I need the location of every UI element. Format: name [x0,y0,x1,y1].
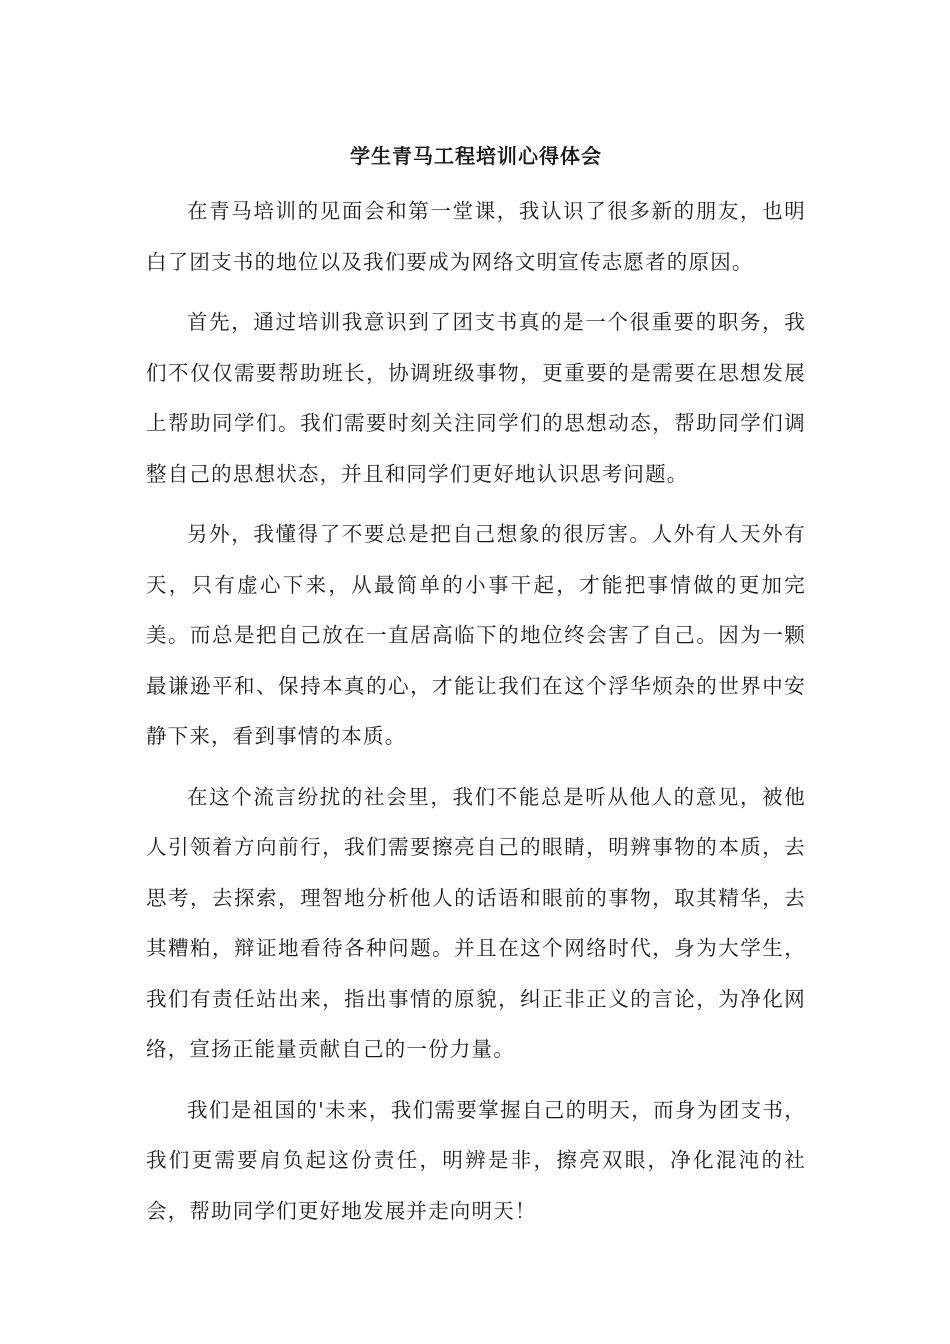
paragraph-3: 另外，我懂得了不要总是把自己想象的很厉害。人外有人天外有天，只有虚心下来，从最简单的小事干起，才能把事情做的更加完美。而总是把自己放在一直居高临下的地位终会害了自己。因为一颗最谦逊平和、保持本真的心，才能让我们在这个浮华烦杂的世界中安静下来，看到事情的本质。 [146,522,806,748]
document-title: 学生青马工程培训心得体会 [350,144,602,168]
paragraph-1: 在青马培训的见面会和第一堂课，我认识了很多新的朋友，也明白了团支书的地位以及我们要成为网络文明宣传志愿者的原因。 [146,199,806,274]
paragraph-4: 在这个流言纷扰的社会里，我们不能总是听从他人的意见，被他人引领着方向前行，我们需要擦亮自己的眼睛，明辨事物的本质，去思考，去探索，理智地分析他人的话语和眼前的事物，取其精华，去其糟粕，辩证地看待各种问题。并且在这个网络时代，身为大学生，我们有责任站出来，指出事情的原貌，纠正非正义的言论，为净化网络，宣扬正能量贡献自己的一份力量。 [146,784,806,1061]
paragraph-5: 我们是祖国的'未来，我们需要掌握自己的明天，而身为团支书，我们更需要肩负起这份责任，明辨是非，擦亮双眼，净化混沌的社会，帮助同学们更好地发展并走向明天！ [146,1097,806,1223]
document-page [146,138,806,1246]
paragraph-2: 首先，通过培训我意识到了团支书真的是一个很重要的职务，我们不仅仅需要帮助班长，协调班级事物，更重要的是需要在思想发展上帮助同学们。我们需要时刻关注同学们的思想动态，帮助同学们调整自己的思想状态，并且和同学们更好地认识思考问题。 [146,310,806,486]
